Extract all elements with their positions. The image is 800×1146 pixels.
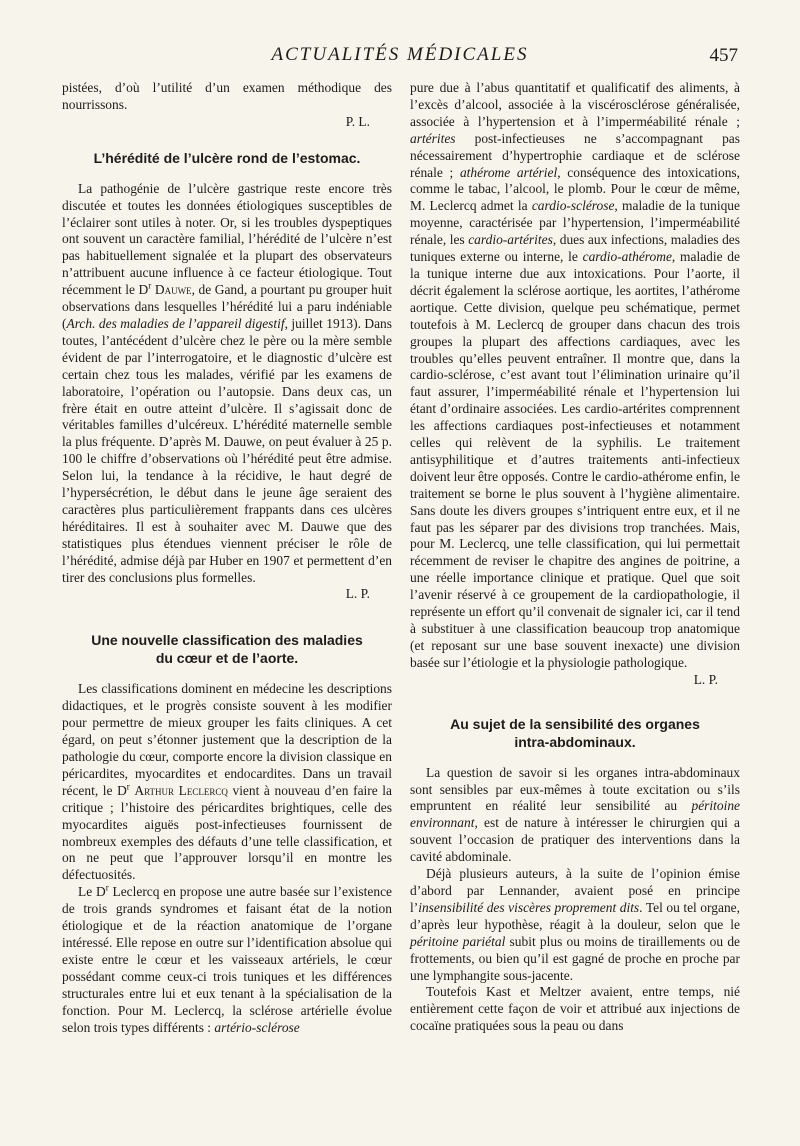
article-heredity-signature: L. P. — [345, 586, 370, 602]
article-heredity-paragraph: La pathogénie de l’ulcère gastrique reste encore très discutée et toutes les données étiologiques susceptibles de l’éclairer sont utiles à noter. Or, si les troubles dyspeptiques ont souvent un caractère familial, l’hérédité de l’ulcère n’est pas habituellement signalée et la plupart des observateurs n’attribuent aucune influence à ce facteur étiologique. Tout récemment le $D^r$ Dauwe, de Gand, a pourtant pu grouper huit observations dans lesquelles l’hérédité lui a paru indéniable (Arch. des maladies de l’appareil digestif, juillet 1913). Dans toutes, l’antécédent d’ulcère chez le père ou la mère semble évident de par l’interrogatoire, et le diagnostic d’ulcère est certain chez tous les malades, vérifié par les examens de laboratoire, l’opération ou l’autopsie. Dans deux cas, un frère était en outre atteint d’ulcère. Il s’agissait donc de véritables familles d’ulcéreux. L’hérédité maternelle semble la plus fréquente. D’après M. Dauwe, on peut évaluer à 25 p. 100 le chiffre d’observations où l’hérédité peut être admise. Selon lui, la tendance à la récidive, le haut degré de l’hypersécrétion, le début dans le jeune âge seraient des caractères plus particulièrement frappants dans ces ulcères héréditaires. Il est à souhaiter avec M. Dauwe que des statistiques plus étendues viennent préciser le rôle de l’hérédité, admise déjà par Huber en 1907 et permettent d’en tirer des conclusions plus formelles. — [62, 180, 393, 585]
author-name: Arthur Leclercq — [134, 782, 228, 798]
citation: Arch. des maladies de l’appareil digestif — [66, 315, 285, 331]
continued-signature: P. L. — [345, 113, 370, 129]
article-classification-continued: pure due à l’abus quantitatif et qualificatif des aliments, à l’excès d’alcool, associée à la viscérosclérose généralisée, associée à l’hypertension et à l’imperméabilité rénale ; artérites post-infectieuses ne s’accompagnant pas nécessairement d’hypertrophie cardiaque et de sclérose rénale ; athérome artériel, conséquence des intoxications, comme le tabac, l’alcool, le plomb. Pour le cœur de même, M. Leclercq admet la cardio-sclérose, maladie de la tunique moyenne, caractérisée par l’hypertension, l’imperméabilité rénale, les cardio-artérites, dues aux infections, maladies des tuniques externe ou interne, le cardio-athérome, maladie de la tunique interne due aux intoxications. Pour l’aorte, il décrit également la sclérose aortique, les aortites, l’athérome aortique. Cette division, quelque peu schématique, permet toutefois à M. Leclercq de grouper dans chacun des trois groupes la plupart des affections cardiaques, avec les troubles qu’elles peuvent entraîner. Il montre que, dans la cardio-sclérose, c’est avant tout l’élimination urinaire qu’il faut assurer, l’imperméabilité rénale et l’hypertension lui étant d’ordinaire associées. Les cardio-artérites comprennent les affections cardiaques post-infectieuses et notamment celles qui relèvent de la syphilis. Le traitement antisyphilitique et d’autres traitements anti-infectieux doivent leur être opposés. Contre le cardio-athérome enfin, le traitement se borne le plus souvent à l’hygiène alimentaire. Sans doute les divers groupes s’intriquent entre eux, et il ne faut pas les séparer par des divisions trop tranchées. Mais, pour M. Leclercq, une telle classification, qui lui permettait récemment de reviser le chapitre des angines de poitrine, a une réelle importance clinique et pratique. Quel que soit l’avenir réservé à ce groupement de la cardiopathologie, il représente un effort qu’il convenait de signaler ici, car il tend à substituer à une classification beaucoup trop anatomique (et reposant sur une base souvent inexacte) une division basée sur l’étiologie et la physiologie pathologique. — [410, 80, 740, 670]
author-name: Dauwe — [154, 282, 192, 298]
article-classification-paragraph-2: Le $D^r$ Leclercq en propose une autre basée sur l’existence de trois grands syndromes et faisant état de la notion étiologique et de la réaction anatomique de l’organe intéressé. Elle repose en outre sur l’identification absolue qui existe entre le cœur et les vaisseaux artériels, le cœur possédant comme ceux-ci trois tuniques et les différences structurales entre lui et eux tenant à la spécialisation de la fonction. Pour M. Leclercq, la sclérose artérielle évolue selon trois types différents : artério-sclérose — [62, 882, 392, 1035]
article-classification-paragraph-1: Les classifications dominent en médecine les descriptions didactiques, et le progrès consiste souvent à les modifier pour permettre de mieux grouper les faits cliniques. A cet égard, on peut s’étonner justement que la description de la pathologie du cœur, comporte encore la division classique en péricardites, myocardites et endocardites. Dans un travail récent, le $D^r$ Arthur Leclercq vient à nouveau d’en faire la critique ; l’histoire des péricardites brightiques, celle des myocardites aiguës post-infectieuses fournissent de nombreux exemples des défauts d’une telle classification, et on ne peut que l’approuver lorsqu’il en montre les défectuosités. — [62, 681, 392, 883]
article-title-heredity: L’hérédité de l’ulcère rond de l’estomac. — [93, 149, 361, 166]
article-title-classification: Une nouvelle classification des maladies du cœur et de l’aorte. — [91, 632, 363, 667]
article-sensitivity-paragraph-2: Déjà plusieurs auteurs, à la suite de l’opinion émise d’abord par Lennander, avaient posé en principe l’insensibilité des viscères proprement dits. Tel ou tel organe, d’après leur hypothèse, réagit à la douleur, selon que le péritoine pariétal subit plus ou moins de tiraillements ou de frottements, ou bien qu’il est gagné de proche en proche par une lymphangite sous-jacente. — [410, 866, 740, 983]
running-header — [0, 44, 800, 72]
right-column — [410, 80, 740, 1035]
article-sensitivity-paragraph-1: La question de savoir si les organes intra-abdominaux sont sensibles par eux-mêmes à toute excitation ou s’ils empruntent en réalité leur sensibilité au péritoine environnant, est de nature à intéresser le chirurgien qui a souvent l’occasion de pratiquer des interventions dans la cavité abdominale. — [410, 764, 740, 865]
article-classification-signature: L. P. — [693, 671, 718, 687]
continued-paragraph: pistées, d’où l’utilité d’un examen méthodique des nourrissons. — [62, 80, 392, 112]
running-title: ACTUALITÉS MÉDICALES — [271, 44, 529, 65]
left-column — [62, 80, 392, 1036]
page-number: 457 — [709, 45, 738, 66]
article-title-sensitivity: Au sujet de la sensibilité des organes intra-abdominaux. — [450, 715, 700, 750]
article-sensitivity-paragraph-3: Toutefois Kast et Meltzer avaient, entre temps, nié entièrement cette façon de voir et attribué aux injections de cocaïne pratiquées sous la peau ou dans — [410, 984, 740, 1034]
